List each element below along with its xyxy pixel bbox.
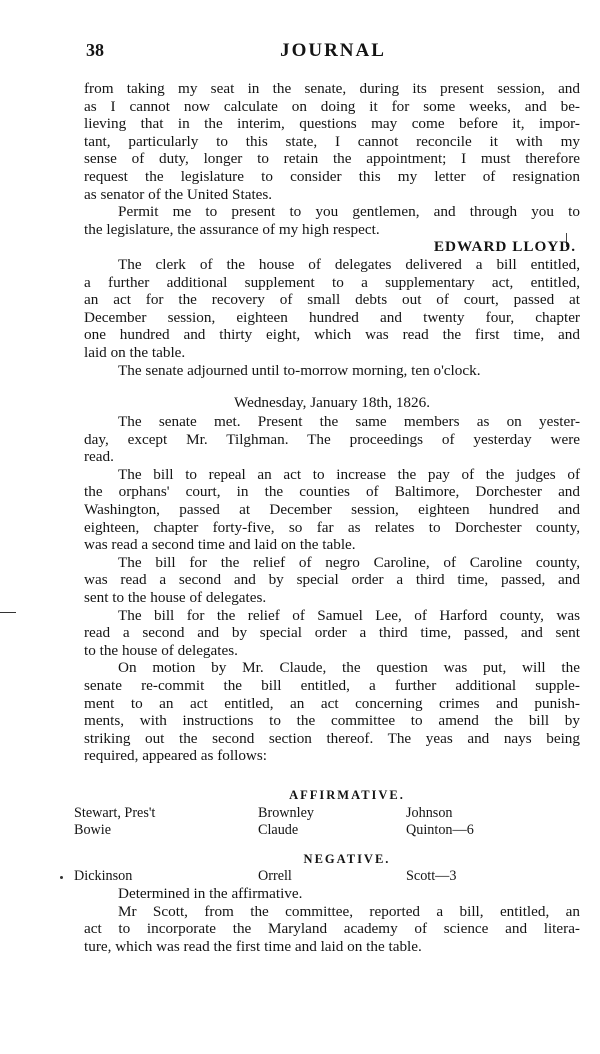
text-line: eighteen, chapter forty-five, so far as relates to Dorchester county, [84,518,580,536]
page-number: 38 [86,40,104,60]
adjournment-line: The senate adjourned until to-morrow morning, ten o'clock. [118,361,481,379]
text-line: ments, with instructions to the committee to amend the bill by [84,712,580,730]
vote-row [74,821,580,839]
voter-name: Orrell [258,868,292,885]
voter-name: Bowie [74,821,112,838]
voter-name: Dickinson [74,868,133,885]
voter-name: Stewart, Pres't [74,804,156,821]
page-body [74,80,580,956]
text-line: December session, eighteen hundred and twenty four, chapter [84,308,580,326]
text-line: senate re-commit the bill entitled, a further additional supple- [84,677,580,694]
letter-closing [84,203,580,238]
paragraph-repeal-bill [84,466,580,554]
text-line: laid on the table. [84,343,186,361]
text-line: ment to an act entitled, an act concerning crimes and punish- [84,694,580,712]
text-line: act to incorporate the Maryland academy of science and litera- [84,920,580,938]
voter-name: Claude [258,821,299,838]
voter-name: Brownley [258,804,314,821]
text-line: one hundred and thirty eight, which was read the first time, and [84,326,580,344]
date-heading: Wednesday, January 18th, 1826. [233,394,431,412]
paragraph-lee-bill [84,607,580,660]
vote-row [74,804,580,822]
text-line: The clerk of the house of delegates delivered a bill entitled, [118,255,580,273]
text-line: sent to the house of delegates. [84,589,267,607]
text-line: Washington, passed at December session, eighteen hundred and [84,501,580,519]
paragraph-bill-delivered [84,256,580,362]
text-line: required, appeared as follows: [84,747,268,765]
text-line: sense of duty, longer to retain the appointment; I must therefore [84,150,580,168]
vote-result: Determined in the affirmative. [118,885,303,903]
paragraph-scott-report [84,903,580,956]
text-line: The bill for the relief of negro Caroline, of Caroline county, [118,553,580,571]
text-line: The bill to repeal an act to increase the pay of the judges of [118,465,580,483]
signature: EDWARD LLOYD. [433,238,576,256]
text-line: was read a second and by special order a third time, passed, and [84,571,580,589]
paragraph-senate-met [84,413,580,466]
text-line: was read a second time and laid on the table. [84,536,356,554]
text-line: Permit me to present to you gentlemen, and through you to [118,203,580,221]
negative-heading: NEGATIVE. [303,851,391,866]
text-line: The senate met. Present the same members as on yester- [118,413,580,431]
voter-name: Scott—3 [406,868,457,885]
text-line: the orphans' court, in the counties of Baltimore, Dorchester and [84,483,580,501]
text-line: a further additional supplement to a supplementary act, entitled, [84,273,580,291]
text-line: tant, particularly to this state, I cannot reconcile it with my [84,132,580,150]
text-line: day, except Mr. Tilghman. The proceedings of yesterday were [84,430,580,448]
text-line: Mr Scott, from the committee, reported a bill, entitled, an [118,902,580,920]
text-line: as senator of the United States. [84,185,273,203]
voter-name: Johnson [406,804,453,821]
text-line: ture, which was read the first time and laid on the table. [84,937,422,955]
vote-row [74,868,580,885]
margin-dot [60,876,63,879]
text-line: read. [84,448,114,466]
text-line: an act for the recovery of small debts out of court, passed at [84,291,580,309]
text-line: On motion by Mr. Claude, the question was put, will the [118,659,580,677]
paragraph-claude-motion [84,659,580,765]
voter-name: Quinton—6 [406,821,474,838]
page-header [86,40,580,64]
text-line: lieving that in the interim, questions may come before it, impor- [84,115,580,133]
affirmative-heading: AFFIRMATIVE. [289,787,405,802]
paragraph-caroline-bill [84,554,580,607]
text-line: The bill for the relief of Samuel Lee, of Harford county, was [118,606,580,624]
text-line: read a second and by special order a third time, passed, and sent [84,624,580,642]
text-line: request the legislature to consider this my letter of resignation [84,167,580,185]
letter-paragraph [84,80,580,203]
text-line: the legislature, the assurance of my high respect. [84,220,380,238]
text-line: striking out the second section thereof. The yeas and nays being [84,729,580,747]
running-head: JOURNAL [280,40,386,61]
text-line: to the house of delegates. [84,641,238,659]
text-line: as I cannot now calculate on doing it for some weeks, and be- [84,97,580,115]
text-line: from taking my seat in the senate, during its present session, and [84,80,580,97]
margin-rule [0,612,16,613]
